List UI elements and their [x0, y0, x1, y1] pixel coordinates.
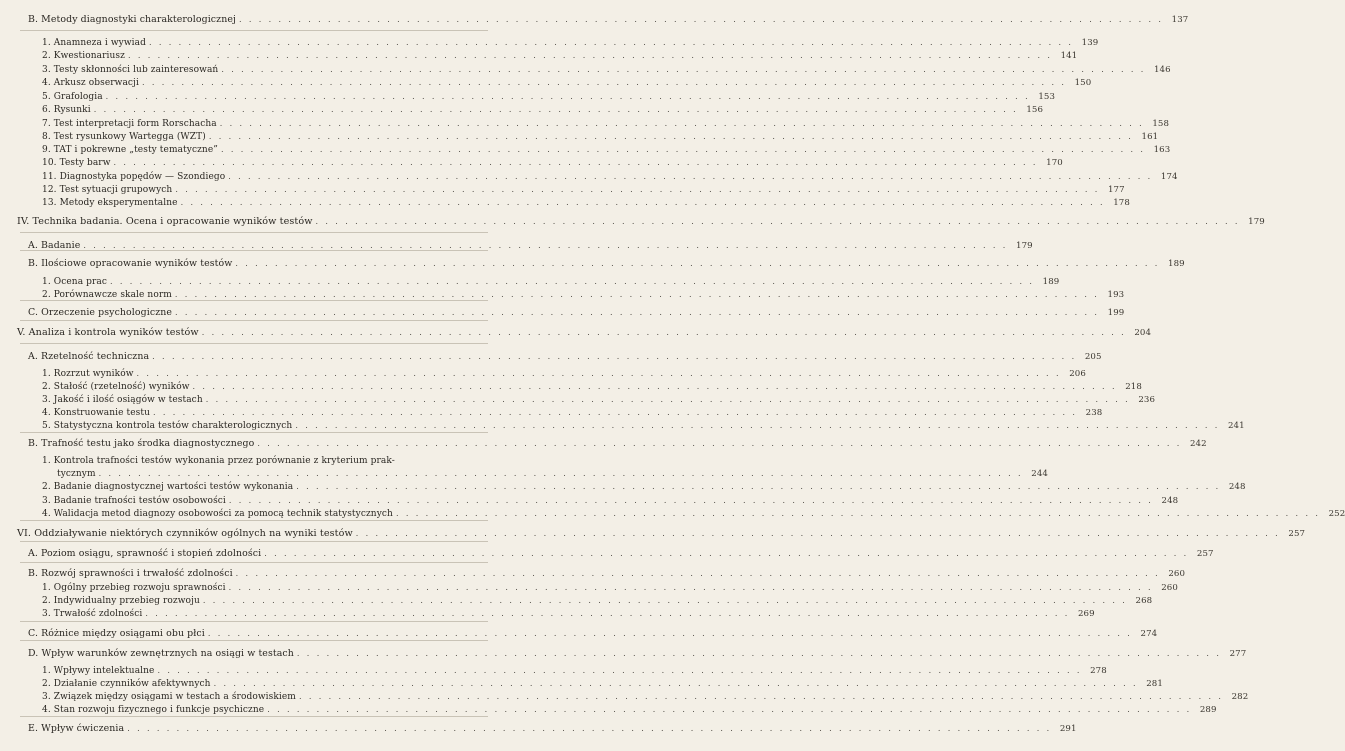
toc-entry-page: 189 [1168, 259, 1185, 269]
rule-divider [20, 30, 488, 31]
toc-entry [42, 50, 1078, 62]
toc-entry-title: 7. Test interpretacji form Rorschacha [42, 119, 217, 129]
toc-entry [42, 276, 1060, 288]
toc-entry-title: 3. Badanie trafności testów osobowości [42, 496, 226, 506]
toc-entry-page: 137 [1171, 15, 1189, 25]
toc-entry-page: 252 [1328, 509, 1345, 519]
dot-leader [202, 327, 1126, 339]
toc-entry-page: 174 [1160, 172, 1178, 182]
toc-entry-title: C. Orzeczenie psychologiczne [28, 307, 173, 318]
toc-entry-page: 179 [1016, 241, 1033, 251]
toc-entry [28, 723, 1077, 735]
toc-entry-title: A. Rzetelność techniczna [28, 351, 150, 362]
toc-entry-title: 1. Kontrola trafności testów wykonania przez porównanie z kryterium prak- [42, 456, 395, 466]
dot-leader [220, 118, 1144, 130]
toc-entry-page: 218 [1125, 382, 1142, 392]
dot-leader [257, 438, 1181, 450]
toc-entry [28, 628, 1158, 640]
toc-entry [28, 351, 1102, 363]
dot-leader [175, 307, 1099, 319]
toc-entry-title: 12. Test sytuacji grupowych [42, 185, 173, 195]
rule-divider [20, 232, 488, 233]
dot-leader [83, 240, 1007, 252]
toc-entry-page: 206 [1069, 369, 1086, 379]
dot-leader [214, 678, 1138, 690]
toc-entry-page: 177 [1107, 185, 1125, 195]
toc-entry-page: 257 [1196, 549, 1214, 559]
rule-divider [20, 640, 488, 641]
toc-entry-page: 241 [1227, 421, 1245, 431]
dot-leader [153, 407, 1077, 419]
toc-entry-page: 289 [1199, 705, 1217, 715]
dot-leader [206, 394, 1130, 406]
toc-entry-title: 1. Rozrzut wyników [42, 369, 134, 379]
toc-entry-page: 139 [1081, 38, 1099, 48]
toc-entry-page: 189 [1042, 277, 1060, 287]
toc-entry [28, 438, 1207, 450]
toc-entry-title: B. Ilościowe opracowanie wyników testów [28, 258, 233, 269]
toc-entry-page: 236 [1138, 395, 1156, 405]
toc-entry-page: 248 [1161, 496, 1179, 506]
toc-entry-title: A. Badanie [28, 240, 81, 251]
toc-entry [42, 368, 1086, 380]
toc-entry [28, 307, 1125, 319]
toc-entry [42, 481, 1246, 493]
dot-leader [175, 289, 1099, 301]
toc-entry-page: 269 [1077, 609, 1095, 619]
dot-leader [239, 14, 1163, 26]
toc-entry-title: 1. Anamneza i wywiad [42, 38, 146, 48]
rule-divider [20, 541, 488, 542]
toc-entry-page: 244 [1031, 469, 1048, 479]
dot-leader [127, 723, 1051, 735]
toc-entry [57, 468, 1048, 480]
dot-leader [316, 216, 1240, 228]
toc-entry [28, 258, 1185, 270]
toc-entry-title: 1. Ocena prac [42, 277, 107, 287]
dot-leader [149, 37, 1073, 49]
toc-entry-page: 291 [1059, 724, 1077, 734]
toc-entry-title: A. Poziom osiągu, sprawność i stopień zdolności [28, 548, 262, 559]
toc-entry-title: 2. Badanie diagnostycznej wartości testów wykonania [42, 482, 294, 492]
toc-entry-title: 2. Porównawcze skale norm [42, 290, 172, 300]
dot-leader [157, 665, 1081, 677]
dot-leader [137, 368, 1061, 380]
dot-leader [142, 77, 1066, 89]
toc-entry-page: 260 [1168, 569, 1186, 579]
toc-entry-title: 5. Grafologia [42, 92, 103, 102]
rule-divider [20, 432, 488, 433]
toc-entry-title: tycznym [57, 469, 96, 479]
dot-leader [236, 568, 1160, 580]
toc-entry-title: 2. Działanie czynników afektywnych [42, 679, 211, 689]
dot-leader [110, 276, 1034, 288]
toc-entry-title: 4. Konstruowanie testu [42, 408, 151, 418]
toc-entry-title: 4. Arkusz obserwacji [42, 78, 139, 88]
toc-entry-title: 2. Kwestionariusz [42, 51, 125, 61]
dot-leader [181, 197, 1105, 209]
toc-entry-page: 158 [1152, 119, 1170, 129]
toc-entry-title: 9. TAT i pokrewne „testy tematyczne” [42, 145, 218, 155]
rule-divider [20, 343, 488, 344]
dot-leader [152, 351, 1076, 363]
dot-leader [356, 528, 1280, 540]
toc-entry-title: 1. Ogólny przebieg rozwoju sprawności [42, 583, 226, 593]
toc-entry [42, 118, 1170, 130]
toc-entry-title: 4. Walidacja metod diagnozy osobowości za pomocą technik statystycznych [42, 509, 393, 519]
dot-leader [296, 481, 1220, 493]
toc-entry [42, 381, 1142, 393]
toc-entry [42, 289, 1125, 301]
dot-leader [208, 628, 1132, 640]
toc-entry-title: V. Analiza i kontrola wyników testów [17, 327, 199, 338]
dot-leader [94, 104, 1018, 116]
dot-leader [229, 582, 1153, 594]
toc-entry [28, 14, 1189, 26]
toc-entry-title: 6. Rysunki [42, 105, 91, 115]
toc-entry [42, 608, 1095, 620]
toc-entry-title: 3. Związek między osiągami w testach a środowiskiem [42, 692, 296, 702]
toc-entry-title: 3. Jakość i ilość osiągów w testach [42, 395, 203, 405]
toc-entry-page: 161 [1141, 132, 1159, 142]
toc-entry [42, 595, 1153, 607]
rule-divider [20, 562, 488, 563]
toc-entry-page: 179 [1248, 217, 1265, 227]
dot-leader [396, 508, 1320, 520]
toc-entry-page: 150 [1074, 78, 1092, 88]
toc-entry-title: 8. Test rysunkowy Wartegga (WZT) [42, 132, 206, 142]
toc-entry [42, 407, 1103, 419]
dot-leader [299, 691, 1223, 703]
dot-leader [209, 131, 1133, 143]
toc-entry [42, 131, 1159, 143]
toc-entry-title: 10. Testy barw [42, 158, 111, 168]
dot-leader [128, 50, 1052, 62]
toc-entry-page: 153 [1038, 92, 1056, 102]
dot-leader [228, 171, 1152, 183]
toc-entry [42, 197, 1130, 209]
toc-entry-page: 260 [1161, 583, 1178, 593]
toc-entry [42, 508, 1345, 520]
toc-entry-page: 248 [1228, 482, 1246, 492]
toc-entry-page: 274 [1140, 629, 1158, 639]
toc-entry [42, 64, 1171, 76]
toc-entry-page: 278 [1090, 666, 1107, 676]
dot-leader [114, 157, 1038, 169]
toc-entry-title: IV. Technika badania. Ocena i opracowanie wyników testów [17, 216, 313, 227]
toc-entry-title: E. Wpływ ćwiczenia [28, 723, 125, 734]
toc-entry [42, 144, 1171, 156]
toc-entry [42, 455, 486, 467]
toc-entry-page: 170 [1046, 158, 1063, 168]
toc-entry [28, 568, 1186, 580]
toc-entry-title: 2. Indywidualny przebieg rozwoju [42, 596, 200, 606]
toc-entry [42, 678, 1163, 690]
toc-entry-page: 204 [1134, 328, 1152, 338]
toc-entry-page: 281 [1146, 679, 1163, 689]
dot-leader [235, 258, 1159, 270]
toc-entry-page: 146 [1153, 65, 1171, 75]
toc-entry-title: 13. Metody eksperymentalne [42, 198, 178, 208]
toc-entry-page: 205 [1084, 352, 1102, 362]
toc-entry [42, 691, 1249, 703]
toc-entry-title: 3. Testy skłonności lub zainteresowań [42, 65, 219, 75]
rule-divider [20, 716, 488, 717]
toc-entry [42, 91, 1056, 103]
toc-entry-page: 268 [1135, 596, 1153, 606]
toc-entry [17, 216, 1265, 228]
toc-entry-title: D. Wpływ warunków zewnętrznych na osiągi w testach [28, 648, 294, 659]
toc-entry-title: VI. Oddziaływanie niektórych czynników ogólnych na wyniki testów [17, 528, 353, 539]
toc-entry-title: 3. Trwałość zdolności [42, 609, 143, 619]
toc-entry-page: 163 [1153, 145, 1171, 155]
dot-leader [297, 648, 1221, 660]
toc-entry-page: 193 [1107, 290, 1125, 300]
toc-entry [28, 240, 1033, 252]
toc-entry-page: 141 [1060, 51, 1078, 61]
toc-entry-page: 156 [1026, 105, 1044, 115]
dot-leader [203, 595, 1127, 607]
toc-entry [42, 394, 1156, 406]
toc-entry-title: B. Trafność testu jako środka diagnostycznego [28, 438, 255, 449]
toc-entry [42, 704, 1217, 716]
toc-entry-page: 282 [1231, 692, 1249, 702]
toc-entry [42, 37, 1099, 49]
toc-entry-page: 178 [1113, 198, 1130, 208]
dot-leader [295, 420, 1219, 432]
toc-entry [17, 327, 1152, 339]
dot-leader [106, 91, 1030, 103]
toc-entry [28, 548, 1214, 560]
toc-entry-title: 4. Stan rozwoju fizycznego i funkcje psychiczne [42, 705, 265, 715]
toc-entry [42, 77, 1092, 89]
dot-leader [264, 548, 1188, 560]
toc-entry-title: B. Metody diagnostyki charakterologicznej [28, 14, 236, 25]
toc-entry [42, 420, 1245, 432]
dot-leader [145, 608, 1069, 620]
toc-entry [42, 665, 1107, 677]
rule-divider [20, 320, 488, 321]
toc-entry-page: 257 [1288, 529, 1306, 539]
dot-leader [221, 64, 1145, 76]
toc-entry-title: B. Rozwój sprawności i trwałość zdolności [28, 568, 233, 579]
toc-entry [42, 495, 1179, 507]
toc-entry-title: 1. Wpływy intelektualne [42, 666, 155, 676]
toc-entry [42, 184, 1125, 196]
toc-entry-title: 11. Diagnostyka popędów — Szondiego [42, 172, 226, 182]
toc-entry-page: 242 [1189, 439, 1207, 449]
toc-entry-page: 199 [1107, 308, 1125, 318]
toc-entry [42, 157, 1063, 169]
toc-entry-page: 238 [1085, 408, 1103, 418]
rule-divider [20, 621, 488, 622]
toc-entry [42, 104, 1044, 116]
toc-entry [28, 648, 1247, 660]
rule-divider [20, 520, 488, 521]
toc-entry [17, 528, 1306, 540]
toc-entry-title: 2. Stałość (rzetelność) wyników [42, 382, 190, 392]
dot-leader [193, 381, 1117, 393]
toc-entry-title: C. Różnice między osiągami obu płci [28, 628, 205, 639]
dot-leader [99, 468, 1023, 480]
toc-entry [42, 171, 1178, 183]
toc-entry-page: 277 [1229, 649, 1247, 659]
dot-leader [221, 144, 1145, 156]
dot-leader [175, 184, 1099, 196]
toc-entry-title: 5. Statystyczna kontrola testów charakterologicznych [42, 421, 293, 431]
dot-leader [229, 495, 1153, 507]
dot-leader [267, 704, 1191, 716]
toc-entry [42, 582, 1178, 594]
